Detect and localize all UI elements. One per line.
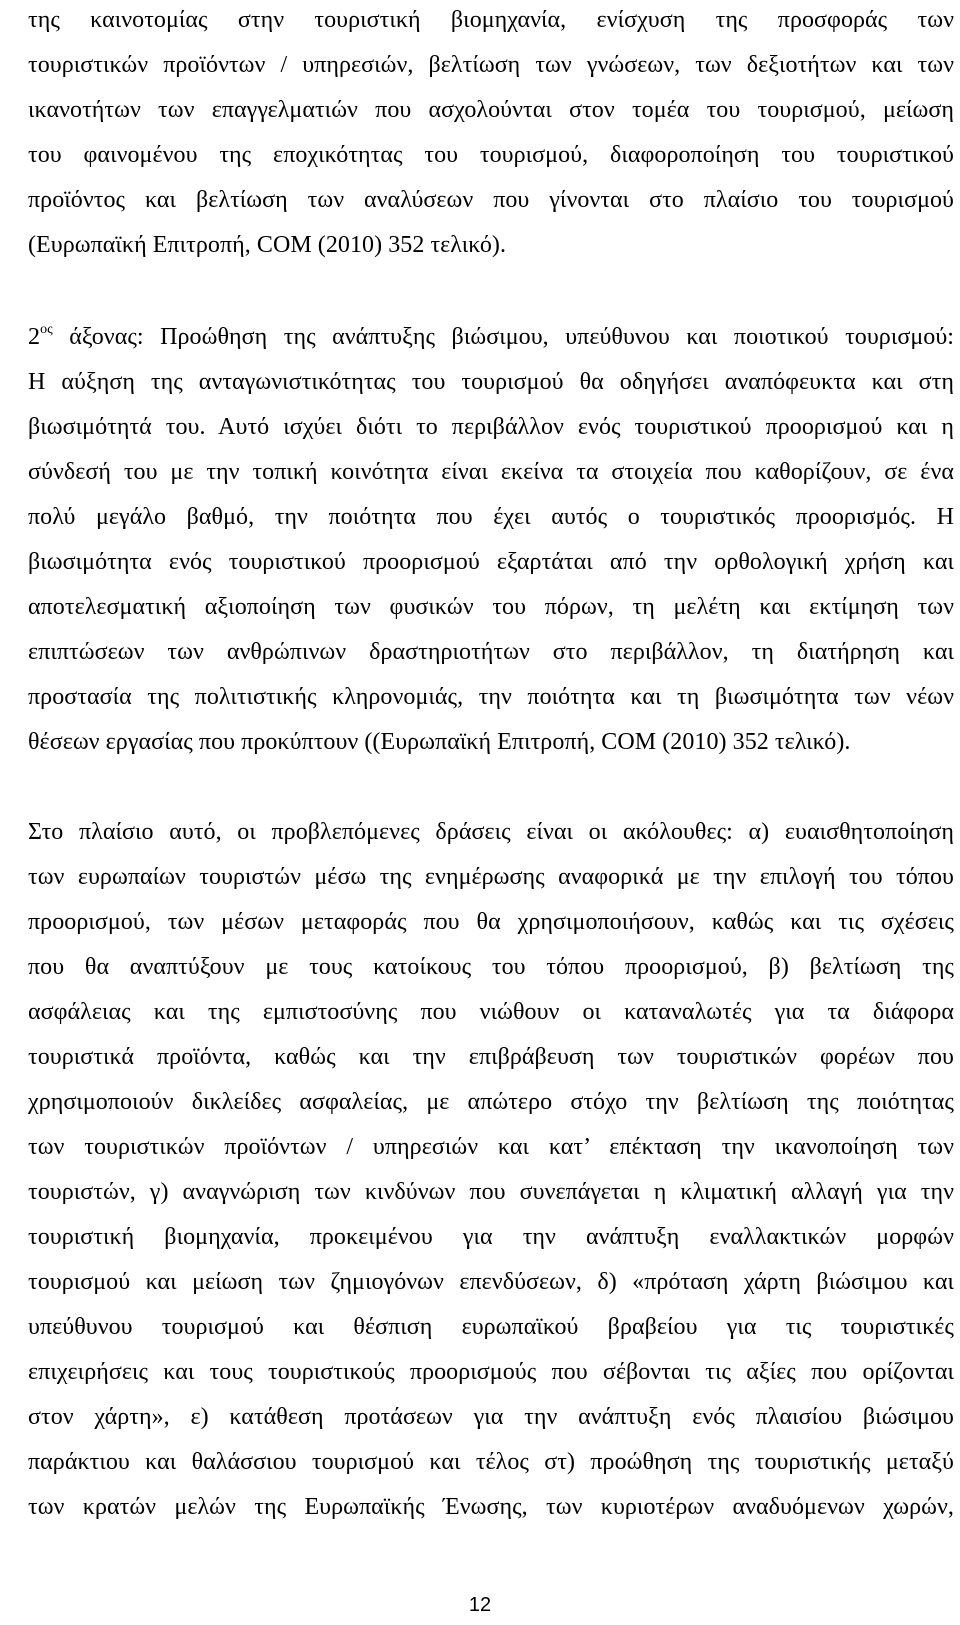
paragraph-2-line-4: σύνδεσή του με την τοπική κοινότητα είναι εκείνα τα στοιχεία που καθορίζουν, σε ένα: [28, 459, 954, 485]
paragraph-2-lead-number: 2: [28, 324, 41, 350]
paragraph-3-line-9: τουριστών, γ) αναγνώριση των κινδύνων που συνεπάγεται η κλιματική αλλαγή για την: [28, 1179, 954, 1205]
paragraph-3-line-15: παράκτιου και θαλάσσιου τουρισμού και τέλος στ) προώθηση της τουριστικής μεταξύ: [28, 1449, 954, 1475]
paragraph-3-line-2: των ευρωπαίων τουριστών μέσω της ενημέρωσης αναφορικά με την επιλογή του τόπου: [28, 864, 954, 890]
paragraph-3-line-7: χρησιμοποιούν δικλείδες ασφαλείας, με απώτερο στόχο την βελτίωση της ποιότητας: [28, 1089, 954, 1115]
paragraph-2-line-9: προστασία της πολιτιστικής κληρονομιάς, την ποιότητα και τη βιωσιμότητα των νέων: [28, 684, 954, 710]
paragraph-1-line-3: ικανοτήτων των επαγγελματιών που ασχολούνται στον τομέα του τουρισμού, μείωση: [28, 97, 954, 123]
paragraph-3-line-12: υπεύθυνου τουρισμού και θέσπιση ευρωπαϊκού βραβείου για τις τουριστικές: [28, 1314, 954, 1340]
paragraph-2-line-2: Η αύξηση της ανταγωνιστικότητας του τουρισμού θα οδηγήσει αναπόφευκτα και στη: [28, 369, 954, 395]
paragraph-2-lead-superscript: ος: [40, 322, 53, 337]
page-number: 12: [468, 1594, 492, 1616]
paragraph-3-line-3: προορισμού, των μέσων μεταφοράς που θα χρησιμοποιήσουν, καθώς και τις σχέσεις: [28, 909, 954, 935]
paragraph-3-line-10: τουριστική βιομηχανία, προκειμένου για την ανάπτυξη εναλλακτικών μορφών: [28, 1224, 954, 1250]
paragraph-3-line-8: των τουριστικών προϊόντων / υπηρεσιών και κατ’ επέκταση την ικανοποίηση των: [28, 1134, 954, 1160]
paragraph-3-line-6: τουριστικά προϊόντα, καθώς και την επιβράβευση των τουριστικών φορέων που: [28, 1044, 954, 1070]
paragraph-2-line-7: αποτελεσματική αξιοποίηση των φυσικών του πόρων, τη μελέτη και εκτίμηση των: [28, 594, 954, 620]
paragraph-1-line-1: της καινοτομίας στην τουριστική βιομηχανία, ενίσχυση της προσφοράς των: [28, 7, 954, 33]
paragraph-2-line-1: [28, 322, 954, 352]
paragraph-2-line-10: θέσεων εργασίας που προκύπτουν ((Ευρωπαϊκή Επιτροπή, COM (2010) 352 τελικό).: [28, 729, 851, 755]
paragraph-3-line-16: των κρατών μελών της Ευρωπαϊκής Ένωσης, των κυριοτέρων αναδυόμενων χωρών,: [28, 1494, 954, 1520]
paragraph-2-line-1-text: άξονας: Προώθηση της ανάπτυξης βιώσιμου, υπεύθυνου και ποιοτικού τουρισμού:: [52, 324, 954, 350]
paragraph-3-line-5: ασφάλειας και της εμπιστοσύνης που νιώθουν οι καταναλωτές για τα διάφορα: [28, 999, 954, 1025]
paragraph-3-line-4: που θα αναπτύξουν με τους κατοίκους του τόπου προορισμού, β) βελτίωση της: [28, 954, 954, 980]
paragraph-1-line-6: (Ευρωπαϊκή Επιτροπή, COM (2010) 352 τελικό).: [28, 232, 507, 258]
paragraph-3-line-11: τουρισμού και μείωση των ζημιογόνων επενδύσεων, δ) «πρόταση χάρτη βιώσιμου και: [28, 1269, 954, 1295]
paragraph-1-line-5: προϊόντος και βελτίωση των αναλύσεων που γίνονται στο πλαίσιο του τουρισμού: [28, 187, 954, 213]
paragraph-3-line-1: Στο πλαίσιο αυτό, οι προβλεπόμενες δράσεις είναι οι ακόλουθες: α) ευαισθητοποίηση: [28, 819, 954, 845]
paragraph-2-line-6: βιωσιμότητα ενός τουριστικού προορισμού εξαρτάται από την ορθολογική χρήση και: [28, 549, 954, 575]
paragraph-2-line-5: πολύ μεγάλο βαθμό, την ποιότητα που έχει αυτός ο τουριστικός προορισμός. Η: [28, 504, 954, 530]
paragraph-3-line-14: στον χάρτη», ε) κατάθεση προτάσεων για την ανάπτυξη ενός πλαισίου βιώσιμου: [28, 1404, 954, 1430]
paragraph-1-line-2: τουριστικών προϊόντων / υπηρεσιών, βελτίωση των γνώσεων, των δεξιοτήτων και των: [28, 52, 954, 78]
paragraph-3-line-13: επιχειρήσεις και τους τουριστικούς προορισμούς που σέβονται τις αξίες που ορίζονται: [28, 1359, 954, 1385]
paragraph-1-line-4: του φαινομένου της εποχικότητας του τουρισμού, διαφοροποίηση του τουριστικού: [28, 142, 954, 168]
paragraph-2-line-8: επιπτώσεων των ανθρώπινων δραστηριοτήτων στο περιβάλλον, τη διατήρηση και: [28, 639, 954, 665]
paragraph-2-line-3: βιωσιμότητά του. Αυτό ισχύει διότι το περιβάλλον ενός τουριστικού προορισμού και η: [28, 414, 954, 440]
